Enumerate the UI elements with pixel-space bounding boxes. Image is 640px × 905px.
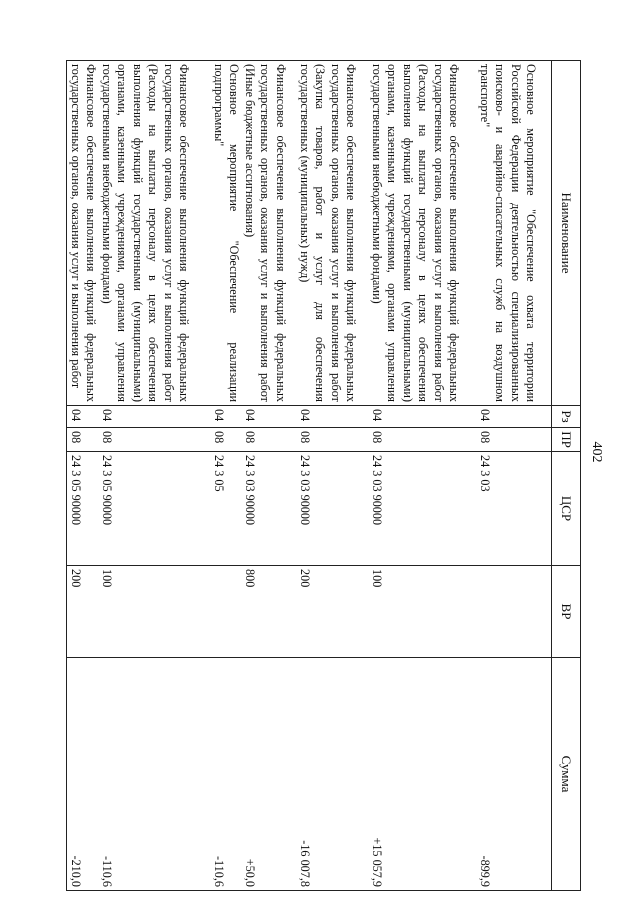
header-sum: Сумма — [552, 658, 581, 891]
row-vr: 100 — [369, 566, 477, 658]
row-rz: 04 — [242, 406, 297, 428]
row-pr: 08 — [211, 428, 242, 452]
row-name: Финансовое обеспечение выполнения функций федеральных государственных органов, оказания услуг и выполнения работ (Закупка товаров, работ и услуг для обеспечения государственных (муниципальных) нужд) — [297, 61, 369, 406]
row-csr: 24 3 03 90000 — [369, 452, 477, 566]
budget-table — [67, 60, 582, 891]
table-row — [477, 61, 552, 891]
row-rz: 04 — [99, 406, 211, 428]
header-rz: Рз — [552, 406, 581, 428]
table-row — [242, 61, 297, 891]
row-rz: 04 — [211, 406, 242, 428]
row-csr: 24 3 05 90000 — [99, 452, 211, 566]
row-vr — [477, 566, 552, 658]
header-vr: ВР — [552, 566, 581, 658]
row-csr: 24 3 03 — [477, 452, 552, 566]
row-vr — [211, 566, 242, 658]
header-csr: ЦСР — [552, 452, 581, 566]
row-rz: 04 — [369, 406, 477, 428]
row-csr: 24 3 03 90000 — [297, 452, 369, 566]
row-vr: 200 — [67, 566, 99, 658]
header-name: Наименование — [552, 61, 581, 406]
row-vr: 100 — [99, 566, 211, 658]
row-pr: 08 — [67, 428, 99, 452]
row-sum: +15 057,9 — [369, 658, 477, 891]
row-name: Основное мероприятие "Обеспечение охвата территории Российской Федерации деятельностью специализированных поисково- и аварийно-спасательных служб на воздушном транспорте" — [477, 61, 552, 406]
row-name: Финансовое обеспечение выполнения функций федеральных государственных органов, оказания услуг и выполнения работ (Расходы на выплаты персоналу в целях обеспечения выполнения функций государственными (муниципальными) органами, казенными учреждениями, органами управления государственными внебюджетными фондами) — [99, 61, 211, 406]
row-pr: 08 — [242, 428, 297, 452]
row-rz: 04 — [297, 406, 369, 428]
row-sum: -110,6 — [211, 658, 242, 891]
row-sum: -16 007,8 — [297, 658, 369, 891]
page-number: 402 — [589, 441, 604, 463]
row-csr: 24 3 05 90000 — [67, 452, 99, 566]
rotated-table-container — [69, 60, 581, 890]
row-name: Финансовое обеспечение выполнения функций федеральных государственных органов, оказания услуг и выполнения работ — [67, 61, 99, 406]
row-sum: +50,0 — [242, 658, 297, 891]
row-sum: -899,9 — [477, 658, 552, 891]
table-row — [67, 61, 99, 891]
table-row — [211, 61, 242, 891]
table-row — [297, 61, 369, 891]
row-vr: 200 — [297, 566, 369, 658]
table-row — [99, 61, 211, 891]
row-csr: 24 3 03 90000 — [242, 452, 297, 566]
row-name: Финансовое обеспечение выполнения функций федеральных государственных органов, оказания услуг и выполнения работ (Иные бюджетные ассигнования) — [242, 61, 297, 406]
row-name: Основное мероприятие "Обеспечение реализации подпрограммы" — [211, 61, 242, 406]
row-pr: 08 — [477, 428, 552, 452]
header-pr: ПР — [552, 428, 581, 452]
row-pr: 08 — [369, 428, 477, 452]
row-rz: 04 — [477, 406, 552, 428]
row-name: Финансовое обеспечение выполнения функций федеральных государственных органов, оказания услуг и выполнения работ (Расходы на выплаты персоналу в целях обеспечения выполнения функций государственными (муниципальными) органами, казенными учреждениями, органами управления государственными внебюджетными фондами) — [369, 61, 477, 406]
row-pr: 08 — [99, 428, 211, 452]
table-row — [369, 61, 477, 891]
row-vr: 800 — [242, 566, 297, 658]
row-sum: -210,0 — [67, 658, 99, 891]
table-header-row — [552, 61, 581, 891]
row-sum: -110,6 — [99, 658, 211, 891]
row-rz: 04 — [67, 406, 99, 428]
row-pr: 08 — [297, 428, 369, 452]
row-csr: 24 3 05 — [211, 452, 242, 566]
